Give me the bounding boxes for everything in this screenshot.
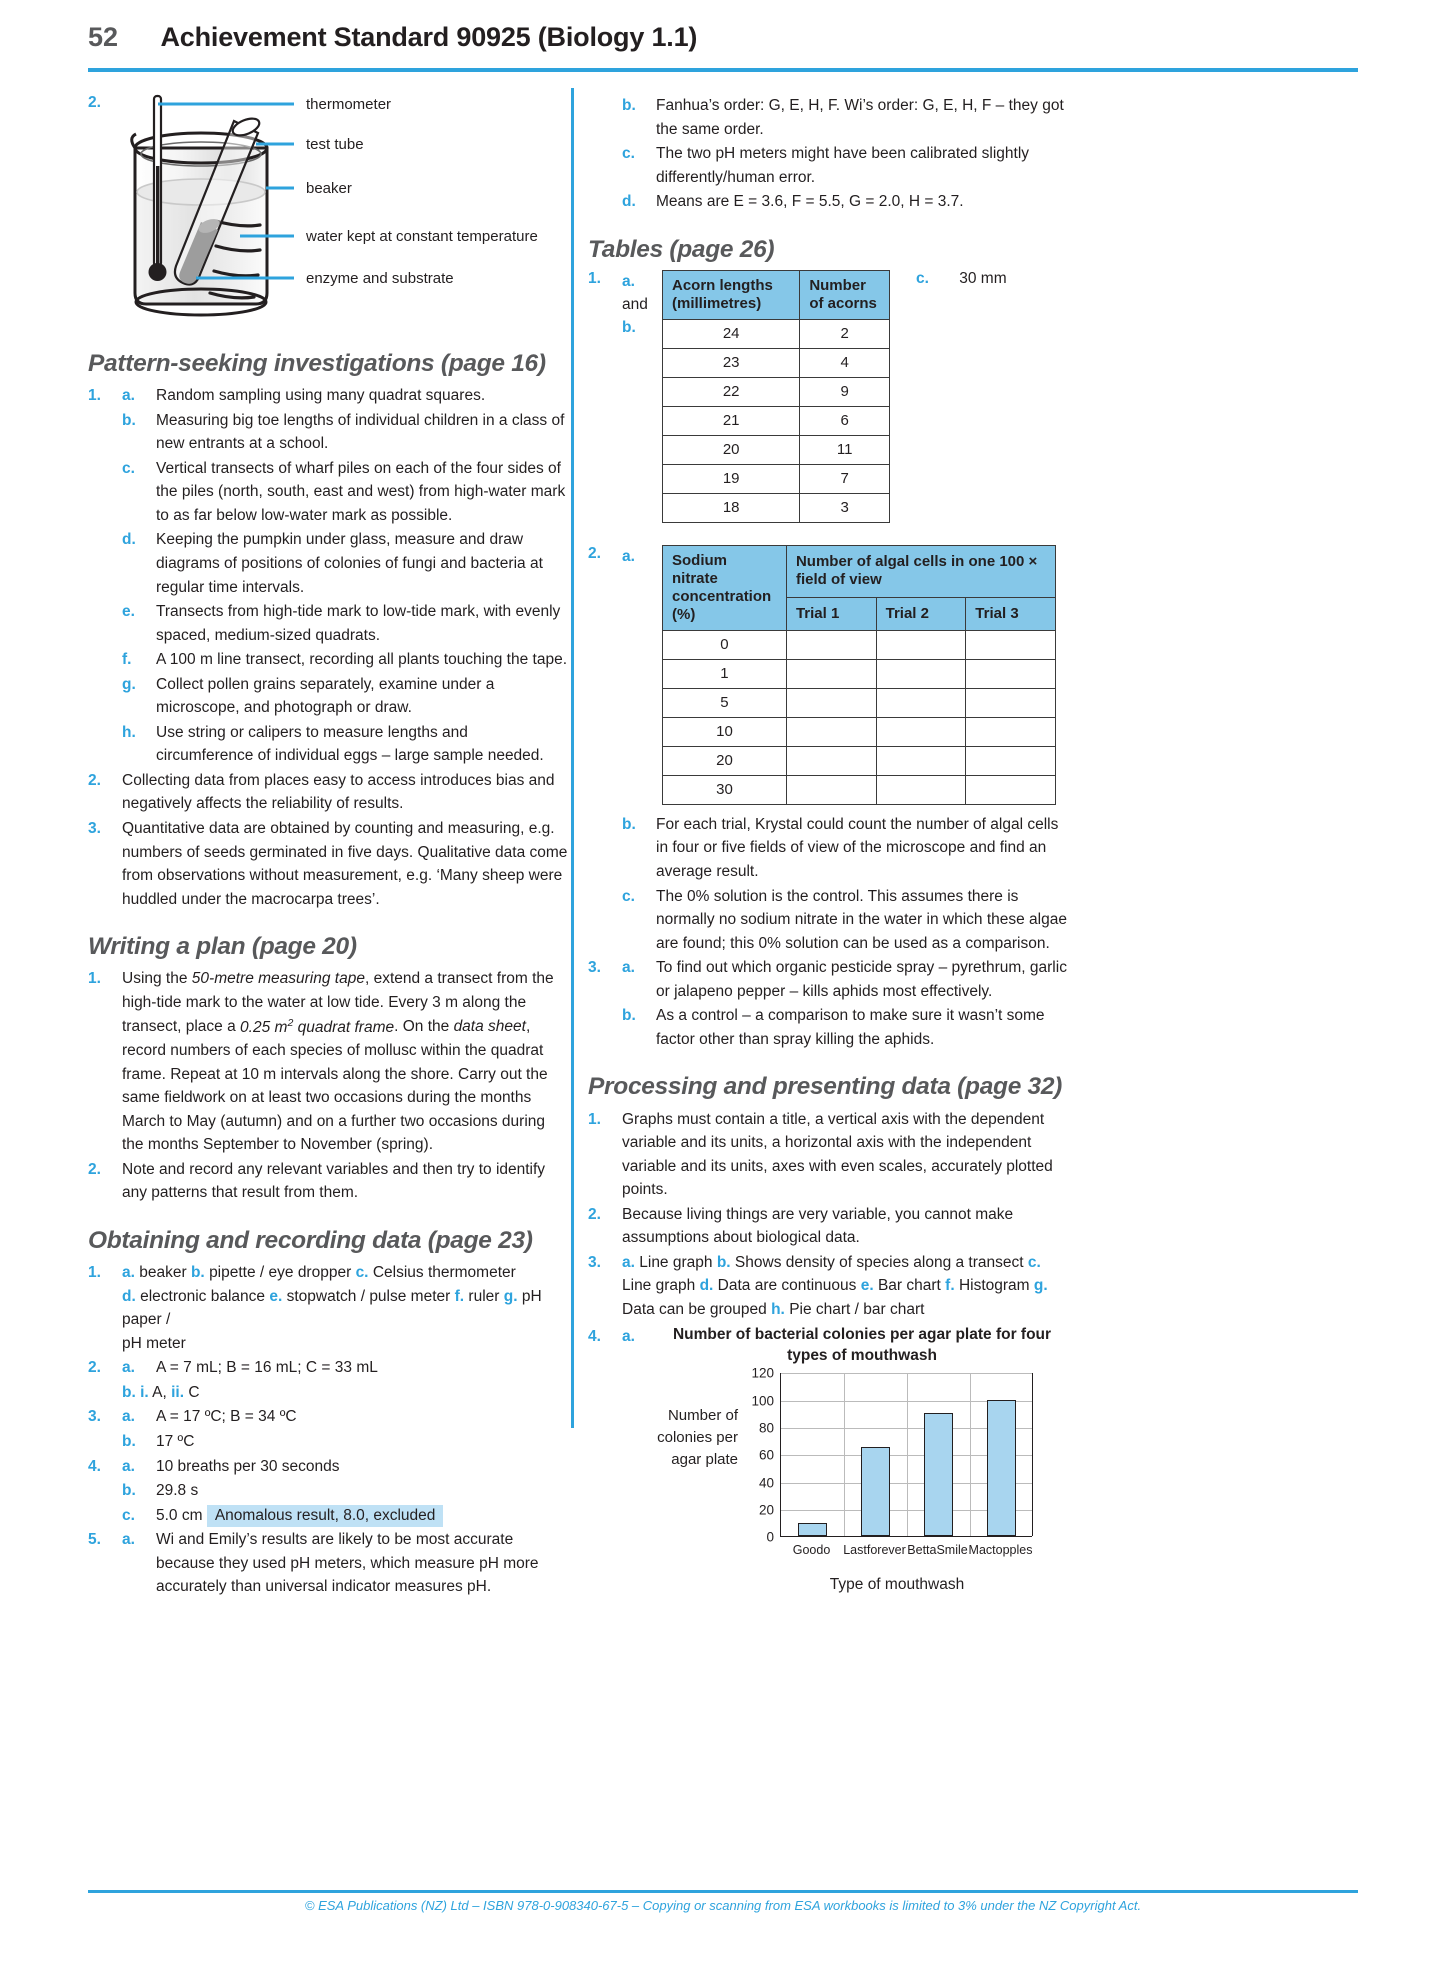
answer-letter: ii. (171, 1383, 185, 1401)
chart-gridline (970, 1373, 971, 1536)
header-rule (88, 68, 1358, 72)
algal-table-block (588, 545, 1068, 805)
answer-letter: f. (122, 651, 132, 669)
answer-text-inline (622, 1251, 1068, 1322)
cell-trial-blank[interactable] (876, 775, 966, 804)
answer-letter: c. (355, 1264, 369, 1282)
question-number: 3. (88, 1408, 101, 1426)
label-thermometer: thermometer (306, 96, 392, 113)
acorn-lengths-table (662, 270, 890, 523)
answer-row (588, 94, 1068, 141)
column-header-sodium-nitrate: Sodium nitrate concentration (%) (663, 545, 787, 630)
diagram-question-number: 2. (88, 94, 101, 111)
cell-acorn-length: 21 (663, 406, 800, 435)
chart-plot-area (656, 1365, 1068, 1558)
question-number: 5. (88, 1531, 101, 1549)
answer-text: A = 7 mL; B = 16 mL; C = 33 mL (156, 1359, 378, 1377)
answer-text: A = 17 ºC; B = 34 ºC (156, 1408, 297, 1426)
cell-trial-blank[interactable] (876, 630, 966, 659)
answer-row (88, 1405, 568, 1429)
heading-pattern-seeking: Pattern-seeking investigations (page 16) (88, 350, 546, 377)
table-row (663, 717, 1056, 746)
table-row (663, 319, 890, 348)
answer-text: To find out which organic pesticide spray – pyrethrum, garlic or jalapeno pepper – kills aphids most effectively. (656, 959, 1067, 1000)
answer-letter: a. (622, 959, 635, 977)
chart-bar (861, 1447, 890, 1536)
answer-row (88, 1158, 568, 1205)
cell-trial-blank[interactable] (876, 659, 966, 688)
cell-trial-blank[interactable] (966, 746, 1056, 775)
question-number: 3. (588, 1253, 601, 1271)
table-row (663, 659, 1056, 688)
answer-letter: b. (122, 411, 136, 429)
bacterial-colonies-bar-chart (656, 1325, 1068, 1594)
answer-letter: d. (699, 1277, 714, 1295)
question-number: 1. (588, 269, 601, 287)
answer-text: 17 ºC (156, 1433, 195, 1450)
answer-text: Vertical transects of wharf piles on each of the four sides of the piles (north, south, east and west) from high-water mark to as far below low-water mark as possible. (156, 459, 566, 524)
answer-letter: a. (122, 1531, 135, 1549)
chart-y-tick-label: 0 (766, 1529, 774, 1545)
answer-row (88, 1356, 568, 1380)
answer-text: Note and record any relevant variables and then try to identify any patterns that result from them. (122, 1160, 546, 1202)
answer-text: As a control – a comparison to make sure it wasn’t some factor other than spray killing the aphids. (656, 1007, 1045, 1048)
column-header-trial-1: Trial 1 (786, 597, 876, 630)
answer-conjunction: and (622, 296, 648, 314)
answer-text: The 0% solution is the control. This assumes there is normally no sodium nitrate in the water in which these algae are found; this 0% solution can be used as a comparison. (656, 887, 1067, 952)
question-number: 4. (588, 1328, 601, 1346)
answer-letter: f. (454, 1287, 465, 1305)
answer-letter: c. (122, 1506, 135, 1524)
answer-letter: a. (622, 272, 635, 290)
answer-letter: c. (622, 887, 635, 905)
answer-row (88, 1381, 568, 1405)
table-row (663, 348, 890, 377)
answer-text: Collecting data from places easy to access introduces bias and negatively affects the reliability of results. (122, 771, 555, 813)
acorn-table-block (588, 270, 1068, 523)
emphasised-term: 50-metre measuring tape (191, 970, 365, 988)
answer-row (88, 1430, 568, 1454)
cell-number-of-acorns: 6 (800, 406, 890, 435)
answer-text: 29.8 s (156, 1482, 199, 1500)
answer-text: Because living things are very variable, you cannot make assumptions about biological data. (622, 1205, 1014, 1247)
answer-row (88, 673, 568, 720)
cell-acorn-length: 23 (663, 348, 800, 377)
answer-letter: a. (122, 1264, 135, 1282)
chart-y-tick-label: 60 (758, 1447, 774, 1463)
answer-text: , record numbers of each species of mollusc within the quadrat frame. Repeat at 10 m intervals along the shore. Carry out the same fieldwork on at least two occasions during the months March to May (autumn) and on a further two occasions during the months September to November (spring). (122, 1018, 548, 1154)
answer-letter: e. (269, 1287, 283, 1305)
answer-row (588, 142, 1068, 189)
answer-letter: c. (916, 269, 929, 287)
column-header-number-acorns: Number of acorns (800, 270, 890, 319)
answer-row (88, 528, 568, 599)
answer-letter: g. (122, 675, 136, 693)
answer-letter: e. (122, 603, 135, 621)
answer-text-inline (122, 1381, 568, 1405)
table-row (663, 493, 890, 522)
answer-text-inline (122, 1261, 568, 1355)
answer-row (88, 1479, 568, 1503)
answer-letter: a. (622, 547, 635, 565)
answer-letter: h. (122, 723, 136, 741)
cell-number-of-acorns: 7 (800, 464, 890, 493)
cell-trial-blank[interactable] (786, 746, 876, 775)
answer-text: Graphs must contain a title, a vertical axis with the dependent variable and its units, a horizontal axis with the independent variable and its units, axes with even scales, accurately plotted points. (622, 1110, 1053, 1199)
answer-text: Data can be grouped (622, 1300, 767, 1318)
table-row (663, 688, 1056, 717)
cell-trial-blank[interactable] (786, 630, 876, 659)
chart-x-tick-label: Mactopples (968, 1543, 1033, 1558)
left-column (88, 88, 568, 1600)
answer-text: Fanhua’s order: G, E, H, F. Wi’s order: G, E, H, F – they got the same order. (656, 97, 1064, 138)
answer-text: The two pH meters might have been calibrated slightly differently/human error. (656, 145, 1030, 186)
answer-letter: a. (122, 1457, 135, 1475)
chart-y-tick-label: 40 (758, 1475, 774, 1491)
cell-trial-blank[interactable] (966, 775, 1056, 804)
question-number: 2. (88, 1160, 101, 1178)
answer-text: For each trial, Krystal could count the number of algal cells in four or five fields of view of the microscope and find an average result. (656, 815, 1059, 880)
heading-processing-presenting: Processing and presenting data (page 32) (588, 1073, 1063, 1101)
chart-gridline (844, 1373, 845, 1536)
cell-number-of-acorns: 9 (800, 377, 890, 406)
chart-title: Number of bacterial colonies per agar plate for four types of mouthwash (672, 1326, 1052, 1365)
question-number: 3. (88, 820, 101, 838)
label-water: water kept at constant temperature (306, 228, 538, 245)
side-answer (916, 270, 1007, 288)
answer-text: Bar chart (877, 1277, 941, 1295)
cell-acorn-length: 22 (663, 377, 800, 406)
answer-letter: a. (122, 1408, 135, 1426)
emphasised-term: data sheet (453, 1018, 526, 1036)
anomalous-result-callout: Anomalous result, 8.0, excluded (207, 1505, 444, 1527)
cell-trial-blank[interactable] (876, 688, 966, 717)
answer-letter: c. (622, 145, 635, 163)
chart-bars-container (780, 1373, 1032, 1537)
answer-letter: b. (622, 319, 636, 337)
answer-text: Pie chart / bar chart (789, 1300, 925, 1318)
answer-row (88, 1528, 568, 1599)
answer-text: C (184, 1383, 200, 1401)
answer-text: Histogram (958, 1277, 1030, 1295)
answer-row (88, 384, 568, 408)
answer-letters (622, 270, 662, 340)
cell-trial-blank[interactable] (786, 775, 876, 804)
answer-row (588, 1004, 1068, 1051)
answer-text: 10 breaths per 30 seconds (156, 1457, 340, 1475)
answer-row (588, 885, 1068, 956)
cell-acorn-length: 19 (663, 464, 800, 493)
answer-row (88, 600, 568, 647)
answer-row (588, 190, 1068, 214)
answer-text: A, (152, 1383, 172, 1401)
question-number: 2. (588, 544, 601, 562)
chart-y-tick-label: 120 (751, 1365, 774, 1381)
chart-bar (924, 1413, 953, 1536)
answer-letter: e. (860, 1277, 874, 1295)
page-number: 52 (88, 22, 119, 52)
enzyme-beaker-diagram (88, 88, 568, 328)
chart-bar (987, 1400, 1016, 1537)
label-beaker: beaker (306, 180, 352, 197)
answer-letter: b. (122, 1433, 136, 1450)
cell-number-of-acorns: 3 (800, 493, 890, 522)
cell-trial-blank[interactable] (786, 717, 876, 746)
answer-text: Shows density of species along a transect (734, 1253, 1024, 1271)
answer-row (88, 409, 568, 456)
answer-row (88, 457, 568, 528)
answer-letter: b. (190, 1264, 205, 1282)
answer-letter: b. (622, 1007, 636, 1025)
cell-number-of-acorns: 4 (800, 348, 890, 377)
table-row (663, 406, 890, 435)
answer-letter: b. (622, 815, 636, 833)
answer-row (588, 813, 1068, 884)
answer-text: Collect pollen grains separately, examine under a microscope, and photograph or draw. (156, 675, 495, 717)
answer-text: Random sampling using many quadrat squares. (156, 387, 486, 405)
table-row (663, 464, 890, 493)
page-header (88, 22, 1357, 66)
question-number: 3. (588, 959, 601, 977)
cell-trial-blank[interactable] (786, 659, 876, 688)
answer-text: , extend a transect from the high-tide mark to the water at low tide. Every 3 m along the transect, place a (122, 970, 554, 1036)
answer-text: stopwatch / pulse meter (286, 1287, 451, 1305)
algal-table-body (663, 630, 1056, 804)
answer-row (88, 817, 568, 911)
cell-concentration: 1 (663, 659, 787, 688)
question-number: 1. (588, 1110, 601, 1128)
answer-text: Measuring big toe lengths of individual children in a class of new entrants at a school. (156, 411, 565, 453)
answer-row (88, 648, 568, 672)
column-header-algal-group: Number of algal cells in one 100 × field of view (786, 545, 1055, 597)
answer-value: 5.0 cm (156, 1506, 203, 1524)
answer-row (88, 769, 568, 816)
question-number: 2. (88, 771, 101, 789)
cell-trial-blank[interactable] (876, 746, 966, 775)
answer-text: Line graph (639, 1253, 713, 1271)
answer-text: 30 mm (959, 269, 1007, 287)
answer-text: beaker (139, 1264, 187, 1282)
chart-y-tick-label: 80 (758, 1420, 774, 1436)
chart-x-tick-label: Lastforever (843, 1543, 906, 1558)
answer-text: Data are continuous (717, 1277, 857, 1295)
answer-letter: d. (122, 531, 136, 549)
answer-row (588, 1251, 1068, 1322)
page-title: Achievement Standard 90925 (Biology 1.1) (160, 22, 698, 52)
answer-letter: c. (1027, 1253, 1041, 1271)
column-header-acorn-lengths: Acorn lengths (millimetres) (663, 270, 800, 319)
answer-text: Wi and Emily’s results are likely to be most accurate because they used pH meters, which measure pH more accurately than universal indicator measures pH. (156, 1531, 539, 1596)
cell-trial-blank[interactable] (966, 659, 1056, 688)
cell-acorn-length: 18 (663, 493, 800, 522)
answer-row (88, 1455, 568, 1479)
answer-letter: d. (622, 193, 636, 211)
heading-tables: Tables (page 26) (588, 235, 775, 263)
answer-letter: a. (122, 1359, 135, 1377)
answer-text: . On the (394, 1018, 454, 1036)
cell-concentration: 5 (663, 688, 787, 717)
answer-text: Celsius thermometer (372, 1264, 516, 1282)
answer-letter: b. (622, 97, 636, 114)
table-row (663, 630, 1056, 659)
cell-trial-blank[interactable] (966, 717, 1056, 746)
table-row (663, 775, 1056, 804)
answer-text: electronic balance (140, 1287, 266, 1305)
chart-y-tick-label: 20 (758, 1502, 774, 1518)
heading-writing-a-plan: Writing a plan (page 20) (88, 933, 357, 961)
cell-trial-blank[interactable] (786, 688, 876, 717)
question-number: 1. (88, 1264, 101, 1282)
cell-acorn-length: 24 (663, 319, 800, 348)
answer-letter: d. (122, 1287, 136, 1305)
answer-text: Keeping the pumpkin under glass, measure and draw diagrams of positions of colonies of fungi and bacteria at regular time intervals. (156, 531, 543, 596)
question-number: 2. (88, 1359, 101, 1377)
answer-row (88, 1261, 568, 1355)
chart-y-axis-label: Number of colonies per agar plate (657, 1407, 738, 1468)
column-header-trial-2: Trial 2 (876, 597, 966, 630)
answer-letter: a. (122, 387, 135, 405)
table-header-row (663, 545, 1056, 597)
chart-x-tick-label: Goodo (792, 1543, 831, 1558)
answer-row (88, 967, 568, 1157)
answer-text: Transects from high-tide mark to low-tide mark, with evenly spaced, medium-sized quadrats. (156, 603, 561, 644)
label-enzyme: enzyme and substrate (306, 270, 454, 287)
answer-text: Line graph (622, 1277, 696, 1295)
answer-text: pipette / eye dropper (209, 1264, 352, 1282)
cell-trial-blank[interactable] (966, 688, 1056, 717)
answer-row (588, 1108, 1068, 1202)
table-row (663, 377, 890, 406)
table-header-row (663, 270, 890, 319)
cell-trial-blank[interactable] (966, 630, 1056, 659)
label-test-tube: test tube (306, 136, 364, 153)
column-header-trial-3: Trial 3 (966, 597, 1056, 630)
question-number: 2. (588, 1205, 601, 1223)
answer-letter: c. (122, 459, 135, 477)
chart-axis-right (1032, 1373, 1033, 1536)
chart-bar (798, 1523, 827, 1537)
question-number: 1. (88, 387, 101, 405)
table-row (663, 435, 890, 464)
answer-text: Means are E = 3.6, F = 5.5, G = 2.0, H = 3.7. (656, 193, 964, 211)
cell-trial-blank[interactable] (876, 717, 966, 746)
cell-number-of-acorns: 2 (800, 319, 890, 348)
beaker-illustration (88, 88, 568, 326)
answer-text-inline (156, 1504, 568, 1528)
answer-letter: a. (622, 1253, 635, 1271)
answer-text: pH meter (122, 1334, 186, 1352)
cell-acorn-length: 20 (663, 435, 800, 464)
answer-letter: a. (622, 1328, 635, 1346)
cell-concentration: 20 (663, 746, 787, 775)
answer-letter: f. (945, 1277, 955, 1295)
answer-text: Quantitative data are obtained by counting and measuring, e.g. numbers of seeds germinated in five days. Qualitative data come from observations without measurement, e.g. ‘Many sheep were huddled under the macrocarpa trees’. (122, 820, 568, 908)
answer-letter: g. (1033, 1277, 1048, 1295)
footer-rule (88, 1890, 1358, 1893)
copyright-footer: © ESA Publications (NZ) Ltd – ISBN 978-0-908340-67-5 – Copying or scanning from ESA workbooks is limited to 3% under the NZ Copyright Act. (304, 1898, 1142, 1913)
cell-concentration: 30 (663, 775, 787, 804)
chart-row (588, 1325, 1068, 1594)
chart-gridline (907, 1373, 908, 1536)
answer-text: A 100 m line transect, recording all plants touching the tape. (156, 651, 567, 669)
cell-concentration: 10 (663, 717, 787, 746)
heading-obtaining-recording: Obtaining and recording data (page 23) (88, 1227, 533, 1254)
answer-letter: b. (716, 1253, 731, 1271)
algal-cells-table (662, 545, 1056, 805)
cell-number-of-acorns: 11 (800, 435, 890, 464)
right-column (588, 88, 1068, 1595)
answer-letter: b. i. (122, 1383, 149, 1401)
chart-x-tick-label: BettaSmile (907, 1543, 968, 1558)
chart-y-tick-label: 100 (751, 1393, 774, 1409)
answer-letter: b. (122, 1482, 136, 1500)
cell-concentration: 0 (663, 630, 787, 659)
answer-text: Using the (122, 970, 192, 988)
answer-row (88, 721, 568, 768)
answer-text: ruler (468, 1287, 500, 1305)
chart-x-axis-label: Type of mouthwash (829, 1576, 965, 1594)
answer-text-rich (122, 967, 568, 1157)
answer-letter: h. (771, 1300, 785, 1318)
answer-text: pH paper / (122, 1287, 542, 1329)
acorn-table-body (663, 319, 890, 522)
table-row (663, 746, 1056, 775)
answer-row (88, 1504, 568, 1528)
column-divider (571, 88, 574, 1428)
emphasised-term: 0.25 $m^2$ quadrat frame (240, 1016, 395, 1036)
answer-row (588, 1203, 1068, 1250)
question-number: 1. (88, 970, 101, 988)
answer-letter: g. (503, 1287, 518, 1305)
answer-row (588, 956, 1068, 1003)
question-number: 4. (88, 1457, 101, 1475)
answer-text: Use string or calipers to measure lengths and circumference of individual eggs – large sample needed. (156, 723, 544, 765)
